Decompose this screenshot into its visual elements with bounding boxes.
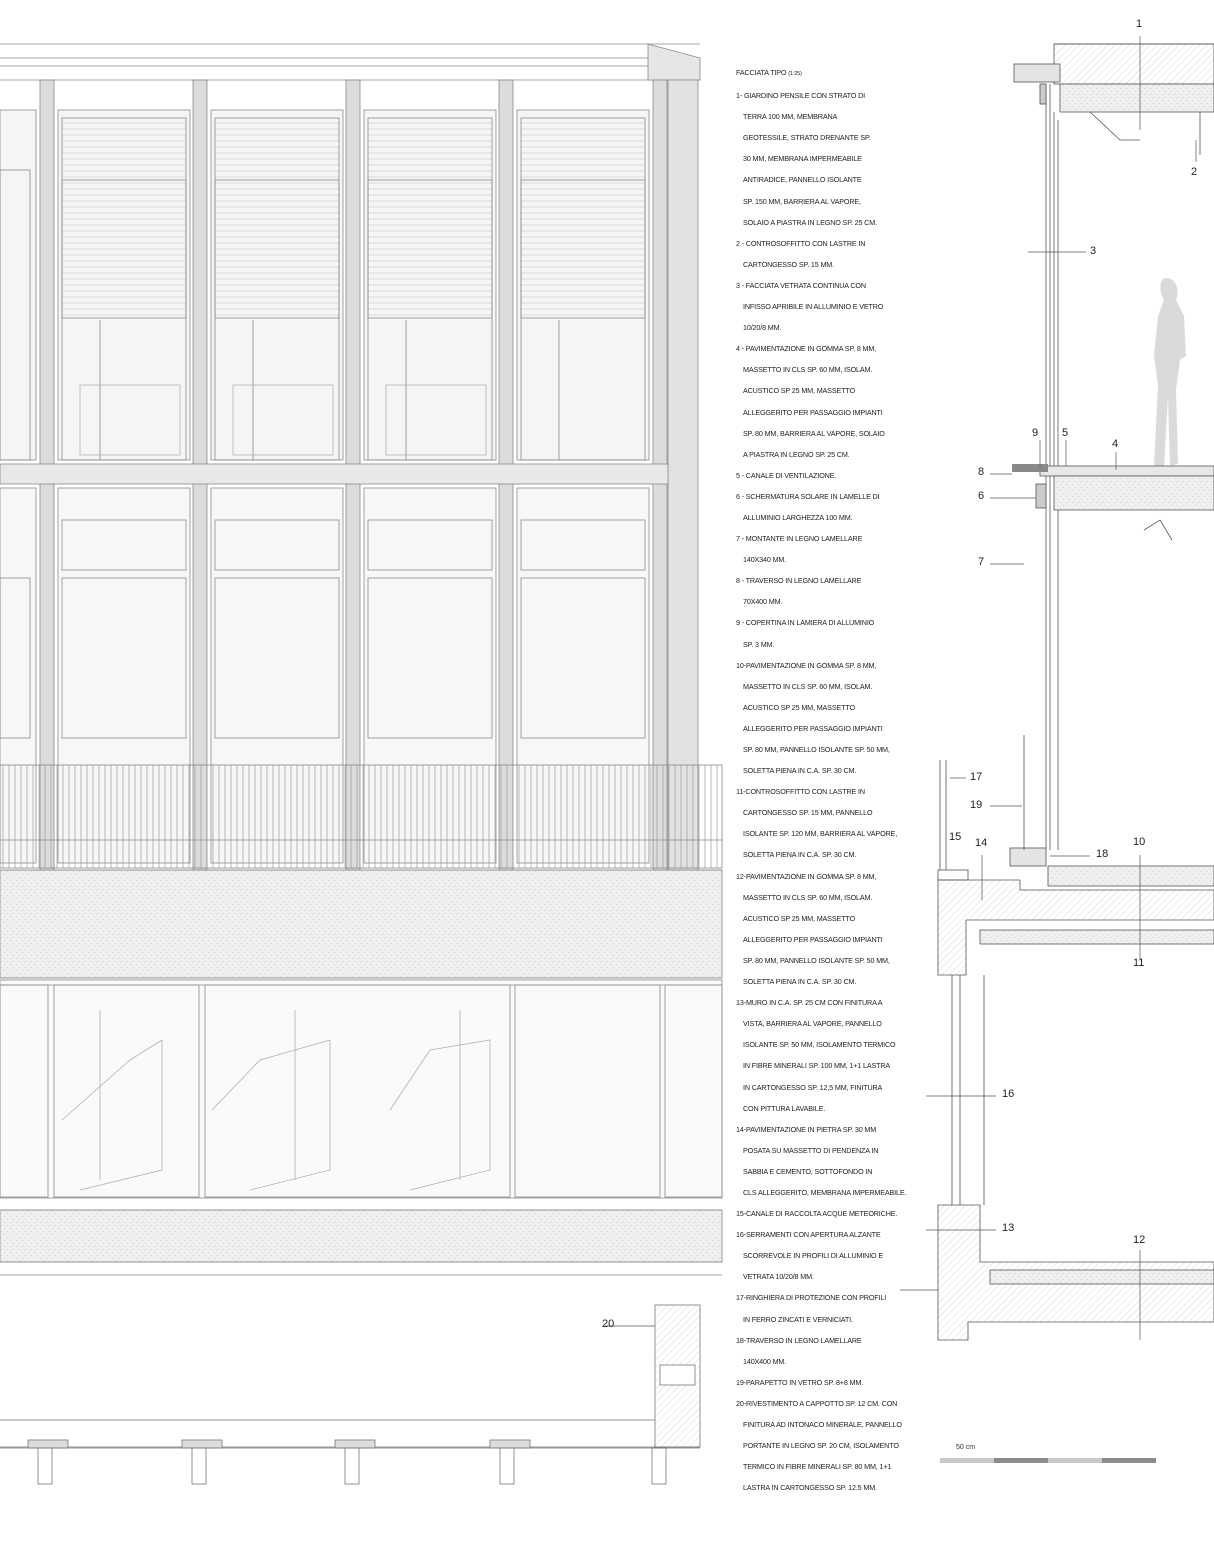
legend-item-12-cont: SP. 80 MM, PANNELLO ISOLANTE SP. 50 MM, (743, 955, 890, 965)
callout-12: 12 (1133, 1234, 1146, 1246)
legend-item-3-cont: INFISSO APRIBILE IN ALLUMINIO E VETRO (743, 302, 884, 312)
legend-item-16-cont: SCORREVOLE IN PROFILI DI ALLUMINIO E (743, 1251, 883, 1261)
legend-item-12-cont: SOLETTA PIENA IN C.A. SP. 30 CM. (743, 977, 857, 987)
upper-window-bays (0, 110, 649, 460)
legend-item-7-cont: 140X340 MM. (743, 555, 787, 565)
legend-item-13-cont: CON PITTURA LAVABILE. (743, 1103, 826, 1113)
legend-item-5: 5 - CANALE DI VENTILAZIONE. (736, 470, 837, 480)
callout-10: 10 (1133, 836, 1146, 848)
callout-14: 14 (975, 837, 988, 849)
legend-item-10-cont: ALLEGGERITO PER PASSAGGIO IMPIANTI (743, 723, 883, 733)
legend-item-10-cont: ACUSTICO SP 25 MM, MASSETTO (743, 702, 855, 712)
legend-item-9-cont: SP. 3 MM. (743, 639, 775, 649)
section-detail (900, 44, 1214, 1340)
scale-bar (940, 1458, 1156, 1463)
legend-item-12-cont: ALLEGGERITO PER PASSAGGIO IMPIANTI (743, 934, 883, 944)
legend-item-4-cont: A PIASTRA IN LEGNO SP. 25 CM. (743, 449, 850, 459)
callout-7: 7 (978, 556, 985, 568)
legend-item-18-cont: 140X400 MM. (743, 1356, 787, 1366)
callout-13: 13 (1002, 1222, 1015, 1234)
legend-item-7: 7 - MONTANTE IN LEGNO LAMELLARE (736, 534, 863, 544)
elevation-view (0, 44, 722, 1275)
legend-item-1-cont: SOLAIO A PIASTRA IN LEGNO SP. 25 CM. (743, 217, 877, 227)
legend-item-16-cont: VETRATA 10/20/8 MM. (743, 1272, 814, 1282)
legend (736, 62, 936, 1498)
legend-item-4: 4 - PAVIMENTAZIONE IN GOMMA SP. 8 MM, (736, 344, 877, 354)
legend-item-3: 3 - FACCIATA VETRATA CONTINUA CON (736, 280, 866, 290)
legend-item-10-cont: SOLETTA PIENA IN C.A. SP. 30 CM. (743, 766, 857, 776)
legend-item-11: 11-CONTROSOFFITTO CON LASTRE IN (736, 787, 865, 797)
legend-item-13-cont: VISTA, BARRIERA AL VAPORE, PANNELLO (743, 1019, 882, 1029)
legend-item-4-cont: MASSETTO IN CLS SP. 60 MM, ISOLAM. (743, 365, 873, 375)
legend-item-1-cont: GEOTESSILE, STRATO DRENANTE SP. (743, 133, 871, 143)
legend-item-13-cont: IN FIBRE MINERALI SP. 100 MM, 1+1 LASTRA (743, 1061, 891, 1071)
legend-items (736, 85, 936, 1498)
legend-item-1-cont: 30 MM, MEMBRANA IMPERMEABILE (743, 154, 862, 164)
legend-title-text: FACCIATA TIPO (736, 68, 787, 77)
legend-item-20: 20-RIVESTIMENTO A CAPPOTTO SP. 12 CM. CON (736, 1398, 898, 1408)
legend-item-2: 2 - CONTROSOFFITTO CON LASTRE IN (736, 238, 866, 248)
callout-17: 17 (970, 771, 983, 783)
callout-5: 5 (1062, 427, 1069, 439)
balcony-railing (0, 765, 722, 868)
human-silhouette (1154, 278, 1186, 466)
legend-item-4-cont: ALLEGGERITO PER PASSAGGIO IMPIANTI (743, 407, 883, 417)
legend-item-10-cont: SP. 80 MM, PANNELLO ISOLANTE SP. 50 MM, (743, 745, 890, 754)
legend-title (736, 62, 936, 85)
legend-item-19: 19-PARAPETTO IN VETRO SP. 8+8 MM. (736, 1377, 864, 1387)
callout-2: 2 (1191, 166, 1198, 178)
legend-item-13: 13-MURO IN C.A. SP. 25 CM CON FINITURA A (736, 998, 883, 1008)
legend-item-12-cont: MASSETTO IN CLS SP. 60 MM, ISOLAM. (743, 892, 873, 902)
legend-item-8: 8 - TRAVERSO IN LEGNO LAMELLARE (736, 576, 862, 586)
legend-item-20-cont: TERMICO IN FIBRE MINERALI SP. 80 MM, 1+1 (743, 1462, 892, 1472)
legend-item-6: 6 - SCHERMATURA SOLARE IN LAMELLE DI (736, 491, 880, 501)
callout-15: 15 (949, 831, 962, 843)
callout-20: 20 (602, 1318, 615, 1330)
callout-6: 6 (978, 490, 985, 502)
callout-16: 16 (1002, 1088, 1015, 1100)
legend-item-18: 18-TRAVERSO IN LEGNO LAMELLARE (736, 1335, 862, 1345)
legend-item-14-cont: CLS ALLEGGERITO, MEMBRANA IMPERMEABILE. (743, 1187, 907, 1197)
callout-18-19: 19 (970, 799, 983, 811)
callout-11: 11 (1133, 957, 1145, 969)
ground-floor-glazing (0, 980, 722, 1198)
legend-item-16: 16-SERRAMENTI CON APERTURA ALZANTE (736, 1230, 881, 1240)
legend-item-20-cont: PORTANTE IN LEGNO SP. 20 CM, ISOLAMENTO (743, 1441, 899, 1451)
legend-scale: (1:25) (788, 71, 802, 77)
legend-item-17: 17-RINGHIERA DI PROTEZIONE CON PROFILI (736, 1293, 887, 1303)
legend-item-11-cont: CARTONGESSO SP. 15 MM, PANNELLO (743, 808, 873, 818)
legend-item-10-cont: MASSETTO IN CLS SP. 60 MM, ISOLAM. (743, 681, 873, 691)
legend-item-14-cont: SABBIA E CEMENTO, SOTTOFONDO IN (743, 1166, 873, 1176)
legend-item-12-cont: ACUSTICO SP 25 MM, MASSETTO (743, 913, 855, 923)
legend-item-10: 10-PAVIMENTAZIONE IN GOMMA SP. 8 MM, (736, 660, 877, 670)
legend-item-8-cont: 70X400 MM. (743, 597, 783, 607)
legend-item-3-cont: 10/20/8 MM. (743, 323, 782, 333)
callout-leaders (926, 36, 1196, 1340)
legend-item-4-cont: SP. 80 MM, BARRIERA AL VAPORE, SOLAIO (743, 428, 885, 438)
callout-9: 9 (1032, 427, 1039, 439)
legend-item-9: 9 - COPERTINA IN LAMIERA DI ALLUMINIO (736, 618, 875, 628)
legend-item-11-cont: ISOLANTE SP. 120 MM, BARRIERA AL VAPORE, (743, 829, 898, 839)
legend-item-2-cont: CARTONGESSO SP. 15 MM. (743, 259, 834, 269)
legend-item-14: 14-PAVIMENTAZIONE IN PIETRA SP. 30 MM (736, 1124, 877, 1134)
legend-item-17-cont: IN FERRO ZINCATI E VERNICIATI. (743, 1314, 853, 1324)
legend-item-13-cont: ISOLANTE SP. 50 MM, ISOLAMENTO TERMICO (743, 1040, 896, 1050)
legend-item-12: 12-PAVIMENTAZIONE IN GOMMA SP. 8 MM, (736, 871, 877, 881)
legend-item-1-cont: TERRA 100 MM, MEMBRANA (743, 112, 838, 122)
legend-item-1-cont: ANTIRADICE, PANNELLO ISOLANTE (743, 175, 862, 185)
legend-item-15: 15-CANALE DI RACCOLTA ACQUE METEORICHE. (736, 1209, 898, 1219)
legend-item-13-cont: IN CARTONGESSO SP. 12,5 MM, FINITURA (743, 1082, 883, 1092)
legend-item-6-cont: ALLUMINIO LARGHEZZA 100 MM. (743, 512, 853, 522)
legend-item-20-cont: LASTRA IN CARTONGESSO SP. 12.5 MM. (743, 1483, 877, 1493)
callout-1: 1 (1136, 18, 1143, 30)
legend-item-20-cont: FINITURA AD INTONACO MINERALE, PANNELLO (743, 1420, 902, 1429)
callout-8: 8 (978, 466, 985, 478)
callout-18: 18 (1096, 848, 1109, 860)
callout-3: 3 (1090, 245, 1097, 257)
legend-item-1: 1- GIARDINO PENSILE CON STRATO DI (736, 91, 865, 101)
callout-4: 4 (1112, 438, 1119, 450)
legend-item-11-cont: SOLETTA PIENA IN C.A. SP. 30 CM. (743, 850, 857, 860)
plan-detail (0, 1305, 700, 1484)
legend-item-1-cont: SP. 150 MM, BARRIERA AL VAPORE, (743, 196, 861, 206)
legend-item-4-cont: ACUSTICO SP 25 MM, MASSETTO (743, 386, 855, 396)
scale-bar-label: 50 cm (956, 1444, 976, 1451)
legend-item-14-cont: POSATA SU MASSETTO DI PENDENZA IN (743, 1145, 879, 1155)
